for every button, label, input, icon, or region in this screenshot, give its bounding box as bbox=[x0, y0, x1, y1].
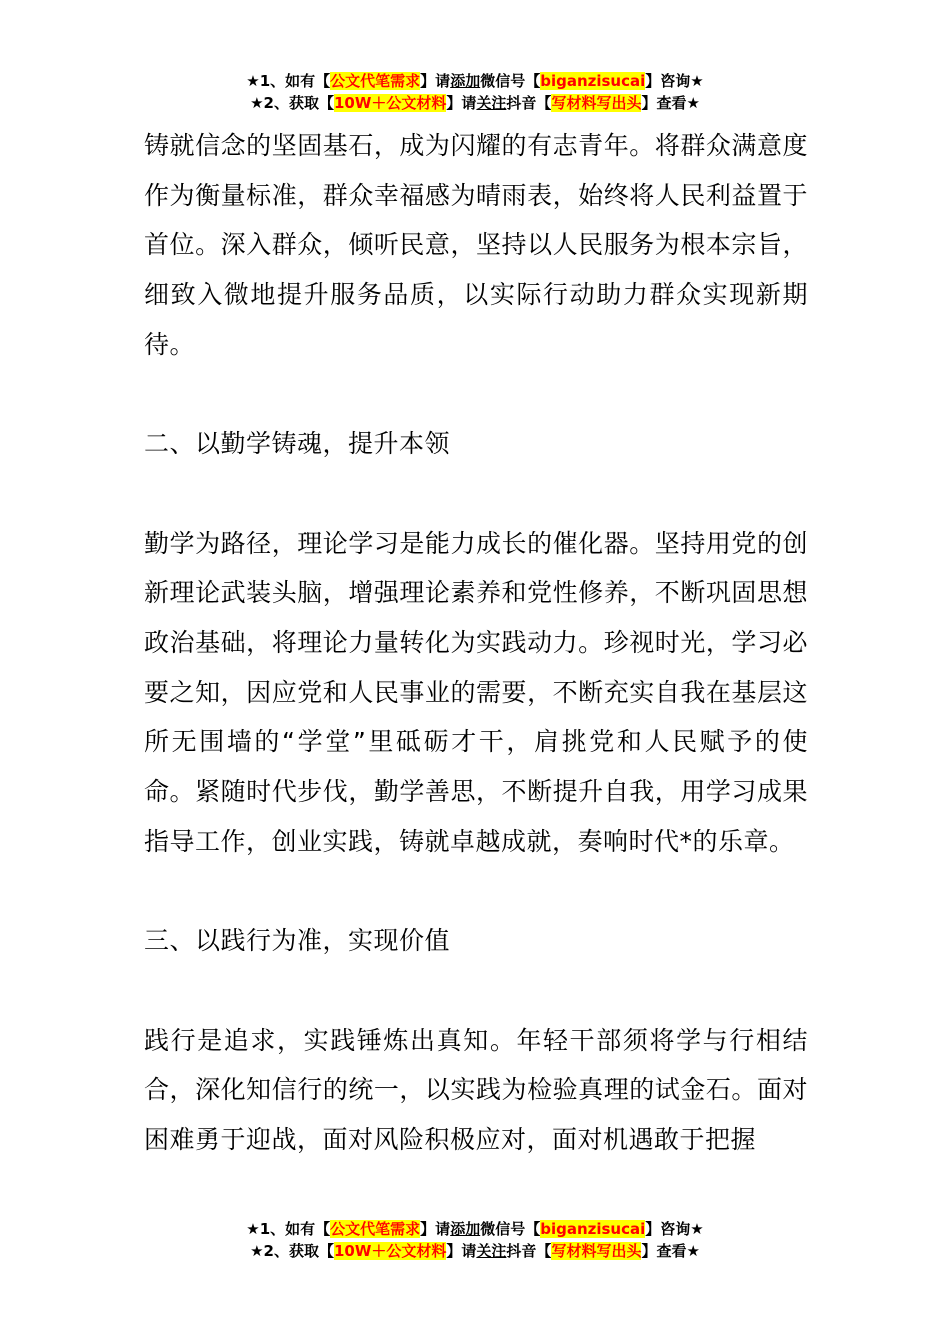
promo-line-1 bbox=[0, 1218, 950, 1240]
promo-underline: 添加 bbox=[450, 1220, 481, 1238]
promo-highlight: 写材料写出头 bbox=[551, 94, 642, 112]
footer-promo-banner bbox=[0, 1218, 950, 1262]
promo-highlight: 10W＋公文材料 bbox=[333, 94, 447, 112]
promo-highlight: 10W＋公文材料 bbox=[333, 1242, 447, 1260]
promo-text: 】查看★ bbox=[641, 94, 700, 112]
promo-text: ★2、获取【 bbox=[250, 1242, 334, 1260]
promo-text: ★1、如有【 bbox=[246, 1220, 331, 1238]
promo-highlight: 公文代笔需求 bbox=[330, 1220, 421, 1238]
promo-text: 】请 bbox=[446, 1242, 477, 1260]
section-heading-2: 二、以勤学铸魂，提升本领 bbox=[144, 429, 451, 459]
promo-highlight: biganzisucai bbox=[540, 72, 646, 90]
promo-underline: 关注 bbox=[476, 94, 507, 112]
promo-text: 】请 bbox=[420, 72, 451, 90]
promo-highlight: 写材料写出头 bbox=[551, 1242, 642, 1260]
paragraph-section-3: 践行是追求，实践锤炼出真知。年轻干部须将学与行相结合，深化知信行的统一，以实践为检验真理的试金石。面对困难勇于迎战，面对风险积极应对，面对机遇敢于把握 bbox=[144, 1025, 808, 1154]
promo-text: 抖音【 bbox=[506, 94, 552, 112]
paragraph-spacer bbox=[144, 469, 808, 519]
header-promo-banner bbox=[0, 70, 950, 114]
promo-text: 抖音【 bbox=[506, 1242, 552, 1260]
promo-text: ★1、如有【 bbox=[246, 72, 331, 90]
promo-underline: 关注 bbox=[476, 1242, 507, 1260]
paragraph-section-2: 勤学为路径，理论学习是能力成长的催化器。坚持用党的创新理论武装头脑，增强理论素养和党性修养，不断巩固思想政治基础，将理论力量转化为实践动力。珍视时光，学习必要之知，因应党和人民事业的需要，不断充实自我在基层这所无围墙的“学堂”里砥砺才干，肩挑党和人民赋予的使命。紧随时代步伐，勤学善思，不断提升自我，用学习成果指导工作，创业实践，铸就卓越成就，奏响时代*的乐章。 bbox=[144, 528, 808, 856]
paragraph-intro: 铸就信念的坚固基石，成为闪耀的有志青年。将群众满意度作为衡量标准，群众幸福感为晴雨表，始终将人民利益置于首位。深入群众，倾听民意，坚持以人民服务为根本宗旨，细致入微地提升服务品质，以实际行动助力群众实现新期待。 bbox=[144, 131, 808, 359]
promo-line-2 bbox=[0, 1240, 950, 1262]
promo-underline: 添加 bbox=[450, 72, 481, 90]
promo-text: ★2、获取【 bbox=[250, 94, 334, 112]
promo-text: 】查看★ bbox=[641, 1242, 700, 1260]
promo-line-2 bbox=[0, 92, 950, 114]
promo-text: 】请 bbox=[446, 94, 477, 112]
paragraph-spacer bbox=[144, 867, 808, 917]
paragraph-spacer bbox=[144, 966, 808, 1016]
promo-highlight: 公文代笔需求 bbox=[330, 72, 421, 90]
paragraph-spacer bbox=[144, 370, 808, 420]
promo-text: 】请 bbox=[420, 1220, 451, 1238]
promo-highlight: biganzisucai bbox=[540, 1220, 646, 1238]
promo-text: 微信号【 bbox=[480, 1220, 541, 1238]
section-heading-3: 三、以践行为准，实现价值 bbox=[144, 926, 451, 956]
promo-text: 微信号【 bbox=[480, 72, 541, 90]
promo-text: 】咨询★ bbox=[645, 1220, 704, 1238]
promo-text: 】咨询★ bbox=[645, 72, 704, 90]
promo-line-1 bbox=[0, 70, 950, 92]
document-body bbox=[144, 121, 808, 1165]
